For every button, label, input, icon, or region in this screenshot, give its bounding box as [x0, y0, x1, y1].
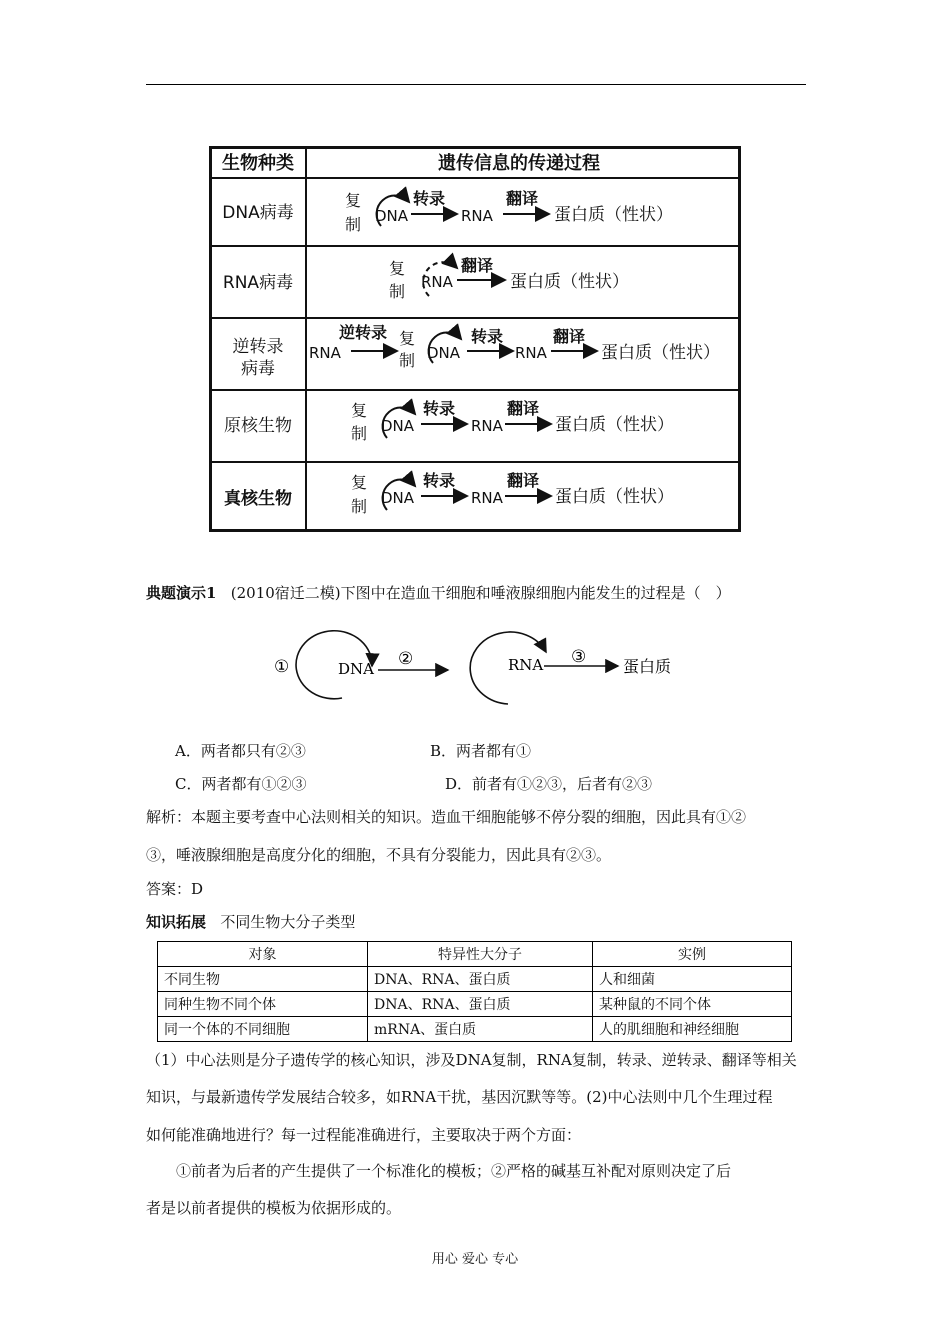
flow-dna: DNA — [375, 207, 409, 225]
flow-transcription: 转录 — [423, 471, 456, 490]
cell-molecule: DNA、RNA、蛋白质 — [368, 967, 593, 992]
flow-protein: 蛋白质（性状） — [555, 415, 674, 435]
flow-reverse-transcription: 逆转录 — [339, 323, 388, 342]
central-dogma-svg — [268, 626, 688, 716]
t1-row1-flow — [345, 189, 673, 234]
macromolecule-table — [157, 941, 792, 1042]
option-c: C．两者都有①②③ — [175, 775, 307, 793]
info-flow-table — [209, 146, 743, 534]
flow-rna: RNA — [515, 344, 547, 362]
paragraph-line5: 者是以前者提供的模板为依据形成的。 — [146, 1199, 402, 1217]
replicate-char-1: 复 — [345, 191, 362, 210]
analysis-line2: ③，唾液腺细胞是高度分化的细胞，不具有分裂能力，因此具有②③。 — [146, 846, 612, 864]
cell-molecule: DNA、RNA、蛋白质 — [368, 992, 593, 1017]
paragraph-line3: 如何能准确地进行？每一过程能准确进行，主要取决于两个方面： — [146, 1126, 582, 1144]
t1-header-process: 遗传信息的传递过程 — [438, 153, 600, 174]
cell-example: 某种鼠的不同个体 — [593, 992, 792, 1017]
replicate-char-1: 复 — [389, 259, 406, 278]
info-flow-table-svg — [209, 146, 743, 534]
replicate-char-1: 复 — [351, 473, 368, 492]
paragraph-line2: 知识，与最新遗传学发展结合较多，如RNA干扰，基因沉默等等。(2)中心法则中几个生理过程 — [146, 1088, 773, 1106]
flow-dna: DNA — [381, 417, 415, 435]
example-question — [146, 583, 731, 603]
flow-translation: 翻译 — [507, 471, 540, 490]
t1-row3-organism-line1: 逆转录 — [232, 337, 284, 357]
replicate-char-1: 复 — [351, 401, 368, 420]
cell-molecule: mRNA、蛋白质 — [368, 1017, 593, 1042]
table-row — [158, 1017, 792, 1042]
diagram-n2: ② — [398, 649, 414, 669]
cell-example: 人的肌细胞和神经细胞 — [593, 1017, 792, 1042]
t1-row4-organism: 原核生物 — [224, 416, 292, 436]
table-header-row — [158, 942, 792, 967]
t1-row5-organism: 真核生物 — [224, 489, 292, 509]
flow-transcription: 转录 — [471, 327, 504, 346]
example-stem: (2010宿迁二模)下图中在造血干细胞和唾液腺细胞内能发生的过程是（ ） — [230, 584, 731, 602]
flow-translation: 翻译 — [506, 189, 539, 208]
replicate-char-2: 制 — [389, 282, 406, 301]
extension-heading — [146, 912, 355, 932]
t1-row5-flow — [351, 471, 674, 516]
th-object: 对象 — [158, 942, 368, 967]
t1-row1-organism: DNA病毒 — [222, 203, 294, 223]
diagram-n1: ① — [274, 657, 290, 677]
diagram-dna: DNA — [338, 660, 374, 678]
table-row — [158, 967, 792, 992]
central-dogma-diagram — [268, 626, 688, 720]
page-footer: 用心 爱心 专心 — [431, 1252, 519, 1267]
cell-object: 不同生物 — [158, 967, 368, 992]
header-rule — [146, 84, 806, 85]
option-d: D．前者有①②③，后者有②③ — [445, 775, 653, 793]
replicate-char-1: 复 — [399, 329, 416, 348]
flow-rna: RNA — [421, 273, 453, 291]
cell-object: 同种生物不同个体 — [158, 992, 368, 1017]
example-label: 典题演示1 — [146, 584, 217, 602]
flow-translation: 翻译 — [553, 327, 586, 346]
replicate-char-2: 制 — [351, 424, 368, 443]
flow-protein: 蛋白质（性状） — [510, 272, 629, 292]
flow-dna: DNA — [427, 344, 461, 362]
replicate-char-2: 制 — [351, 497, 368, 516]
flow-transcription: 转录 — [423, 399, 456, 418]
t1-row4-flow — [351, 399, 674, 443]
t1-row3-flow — [309, 323, 720, 370]
option-a: A．两者都只有②③ — [175, 742, 306, 760]
flow-rna: RNA — [471, 489, 503, 507]
diagram-n3: ③ — [571, 647, 587, 667]
analysis-line1: 解析：本题主要考查中心法则相关的知识。造血干细胞能够不停分裂的细胞，因此具有①② — [146, 808, 747, 826]
flow-transcription: 转录 — [413, 189, 446, 208]
option-b: B．两者都有① — [430, 742, 532, 760]
cell-example: 人和细菌 — [593, 967, 792, 992]
diagram-rna: RNA — [508, 656, 544, 674]
flow-translation: 翻译 — [461, 256, 494, 275]
paragraph-line4: ①前者为后者的产生提供了一个标准化的模板；②严格的碱基互补配对原则决定了后 — [176, 1162, 732, 1180]
table-row — [158, 992, 792, 1017]
flow-translation: 翻译 — [507, 399, 540, 418]
replicate-char-2: 制 — [345, 215, 362, 234]
t1-row2-organism: RNA病毒 — [222, 273, 294, 293]
flow-rna-start: RNA — [309, 344, 341, 362]
t1-row3-organism-line2: 病毒 — [241, 359, 275, 379]
answer: 答案：D — [146, 880, 204, 898]
cell-object: 同一个体的不同细胞 — [158, 1017, 368, 1042]
th-example: 实例 — [593, 942, 792, 967]
flow-rna: RNA — [471, 417, 503, 435]
t1-header-organism: 生物种类 — [222, 153, 294, 174]
th-molecule: 特异性大分子 — [368, 942, 593, 967]
t1-row2-flow — [389, 256, 629, 301]
flow-dna: DNA — [381, 489, 415, 507]
flow-rna: RNA — [461, 207, 493, 225]
flow-protein: 蛋白质（性状） — [554, 205, 673, 225]
replicate-char-2: 制 — [399, 351, 416, 370]
extension-label: 知识拓展 — [146, 913, 207, 931]
flow-protein: 蛋白质（性状） — [601, 343, 720, 363]
flow-protein: 蛋白质（性状） — [555, 487, 674, 507]
extension-title: 不同生物大分子类型 — [220, 913, 356, 931]
paragraph-line1: （1）中心法则是分子遗传学的核心知识，涉及DNA复制，RNA复制，转录、逆转录、翻译等相关 — [146, 1051, 797, 1069]
diagram-protein: 蛋白质 — [623, 657, 672, 676]
